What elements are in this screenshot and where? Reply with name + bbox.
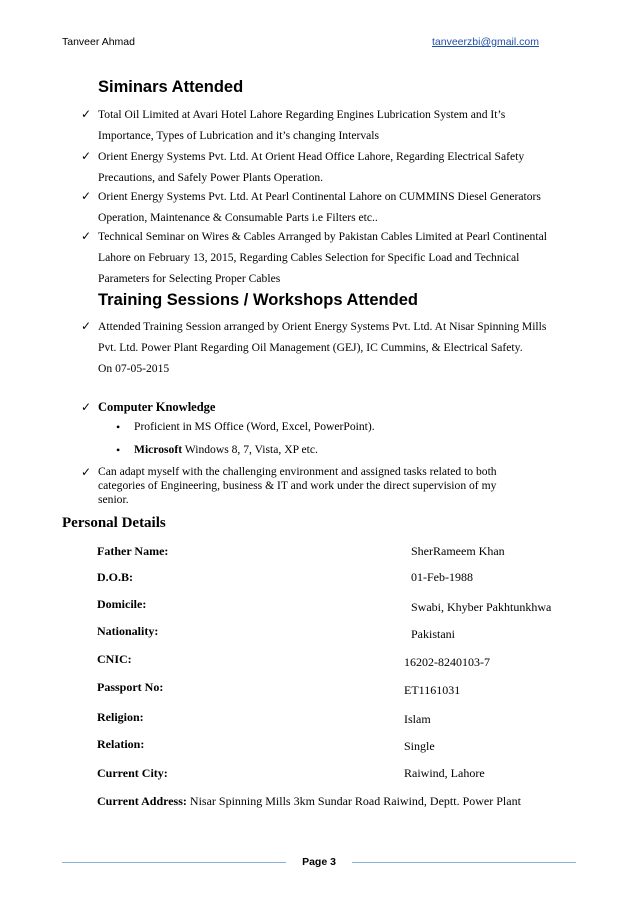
checkmark-icon: ✓ (81, 319, 92, 333)
seminar-line: Parameters for Selecting Proper Cables (98, 272, 281, 285)
training-line: Attended Training Session arranged by Orient Energy Systems Pvt. Ltd. At Nisar Spinning Mills (98, 320, 547, 333)
checkmark-icon: ✓ (81, 229, 92, 243)
pd-value: Pakistani (411, 627, 455, 641)
header-name: Tanveer Ahmad (62, 36, 135, 48)
pd-label: Religion: (97, 710, 144, 724)
training-line: Pvt. Ltd. Power Plant Regarding Oil Management (GEJ), IC Cummins, & Electrical Safety. (98, 341, 523, 354)
pd-label: Relation: (97, 737, 145, 751)
seminar-line: Orient Energy Systems Pvt. Ltd. At Orient Head Office Lahore, Regarding Electrical Safety (98, 150, 525, 163)
bullet-text: Proficient in MS Office (Word, Excel, PowerPoint). (134, 420, 375, 433)
seminars-title: Siminars Attended (98, 78, 244, 96)
pd-value: SherRameem Khan (411, 544, 505, 558)
training-line: On 07-05-2015 (98, 362, 170, 375)
pd-label: Nationality: (97, 624, 159, 638)
checkmark-icon: ✓ (81, 465, 92, 479)
pd-label: D.O.B: (97, 570, 133, 584)
pd-label: Current Address: (97, 794, 187, 808)
checkmark-icon: ✓ (81, 189, 92, 203)
pd-value: Islam (404, 712, 431, 726)
seminar-line: Total Oil Limited at Avari Hotel Lahore Regarding Engines Lubrication System and It’s (98, 108, 506, 121)
pd-label: Father Name: (97, 544, 169, 558)
seminar-line: Importance, Types of Lubrication and it’s changing Intervals (98, 129, 380, 142)
pd-value: 01-Feb-1988 (411, 570, 473, 584)
checkmark-icon: ✓ (81, 400, 92, 414)
seminar-item (81, 104, 572, 146)
pd-label: Domicile: (97, 597, 147, 611)
seminar-line: Precautions, and Safely Power Plants Operation. (98, 171, 324, 184)
pd-value: Single (404, 739, 435, 753)
page-number: Page 3 (302, 856, 336, 868)
training-title: Training Sessions / Workshops Attended (98, 291, 418, 309)
seminar-line: Operation, Maintenance & Consumable Parts i.e Filters etc.. (98, 211, 378, 224)
seminar-item (81, 146, 572, 188)
bullet-text: Windows 8, 7, Vista, XP etc. (182, 443, 318, 456)
pd-value: 16202-8240103-7 (404, 655, 490, 669)
adapt-line: senior. (98, 493, 129, 506)
computer-bullet (116, 443, 318, 456)
pd-value: Raiwind, Lahore (404, 766, 485, 780)
bullet-bold: Microsoft (134, 443, 183, 456)
seminar-line: Lahore on February 13, 2015, Regarding Cables Selection for Specific Load and Technical (98, 251, 520, 264)
pd-label: CNIC: (97, 652, 132, 666)
address-row (97, 794, 521, 809)
pd-value: Nisar Spinning Mills 3km Sundar Road Raiwind, Deptt. Power Plant (186, 794, 521, 808)
computer-knowledge-title: Computer Knowledge (98, 400, 216, 414)
bullet-icon: • (116, 443, 121, 457)
seminar-line: Orient Energy Systems Pvt. Ltd. At Pearl Continental Lahore on CUMMINS Diesel Generators (98, 190, 541, 203)
adapt-line: categories of Engineering, business & IT and work under the direct supervision of my (98, 479, 497, 492)
seminar-item (81, 226, 572, 289)
computer-bullet (116, 420, 375, 433)
bullet-icon: • (116, 420, 121, 434)
seminar-item (81, 186, 572, 228)
checkmark-icon: ✓ (81, 107, 92, 121)
adapt-item (81, 465, 572, 507)
checkmark-icon: ✓ (81, 149, 92, 163)
personal-details-title: Personal Details (62, 515, 166, 531)
seminar-line: Technical Seminar on Wires & Cables Arranged by Pakistan Cables Limited at Pearl Continental (98, 230, 547, 243)
header-email-link[interactable]: tanveerzbi@gmail.com (432, 36, 539, 48)
pd-value: ET1161031 (404, 683, 461, 697)
pd-value: Swabi, Khyber Pakhtunkhwa (411, 600, 552, 614)
pd-label: Passport No: (97, 680, 164, 694)
adapt-line: Can adapt myself with the challenging environment and assigned tasks related to both (98, 465, 497, 478)
computer-knowledge-item (81, 397, 572, 418)
pd-label: Current City: (97, 766, 168, 780)
training-item (81, 316, 572, 379)
